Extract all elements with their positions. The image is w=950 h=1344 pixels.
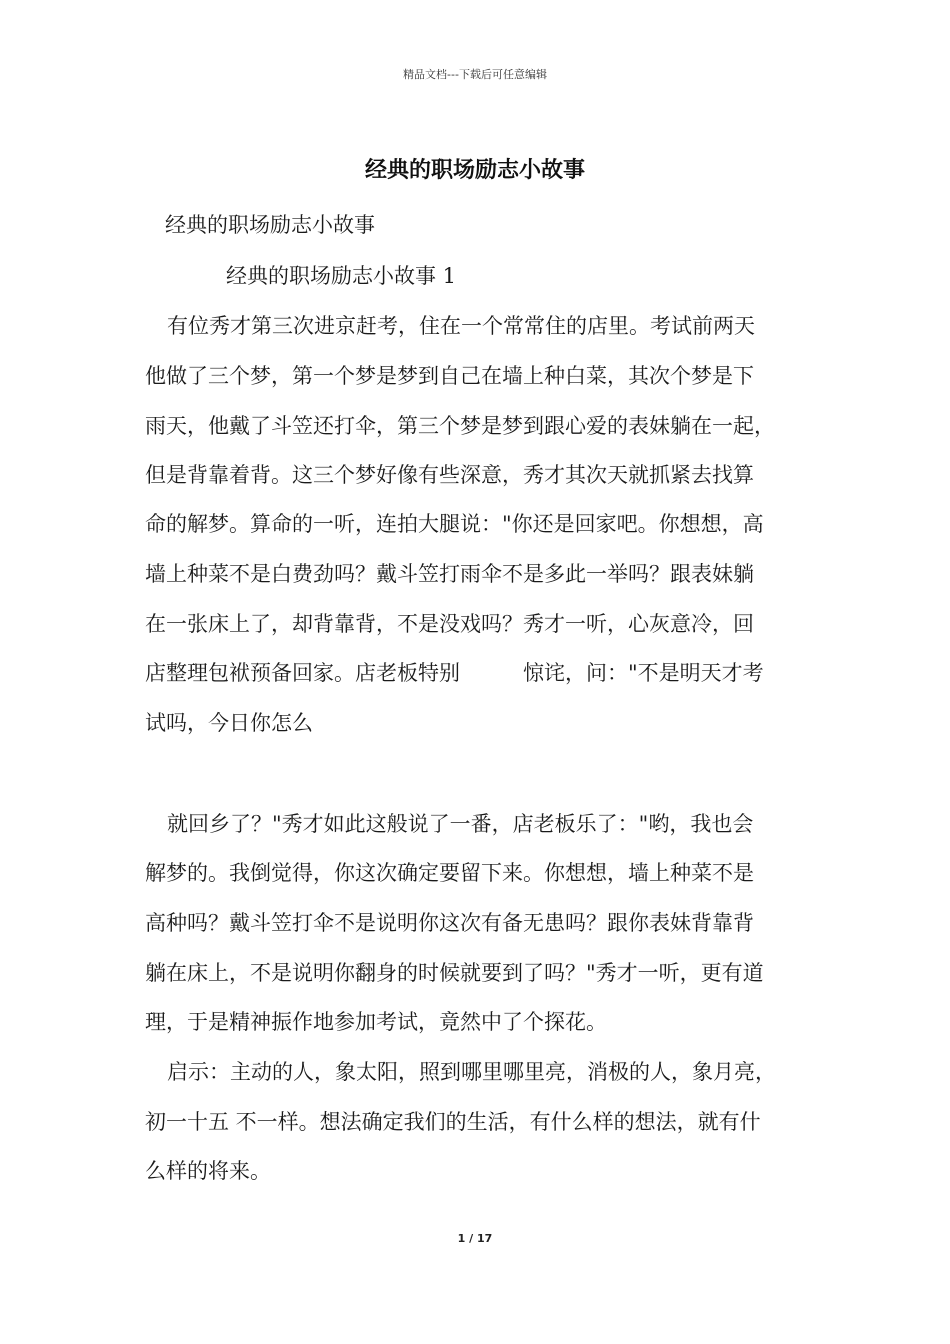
paragraph-line: 解梦的。我倒觉得，你这次确定要留下来。你想想，墙上种菜不是 [145,861,754,885]
paragraph-line: 就回乡了？"秀才如此这般说了一番，店老板乐了："哟，我也会 [167,812,754,836]
section-heading: 经典的职场励志小故事 1 [226,264,457,288]
paragraph-line: 雨天，他戴了斗笠还打伞，第三个梦是梦到跟心爱的表妹躺在一起， [145,414,775,438]
paragraph-line: 么样的将来。 [145,1159,271,1183]
paragraph-line: 初一十五 不一样。想法确定我们的生活，有什么样的想法，就有什 [145,1110,761,1134]
subtitle: 经典的职场励志小故事 [165,213,375,237]
paragraph-line: 有位秀才第三次进京赶考，住在一个常常住的店里。考试前两天 [167,314,755,338]
paragraph-line: 在一张床上了，却背靠背，不是没戏吗？秀才一听，心灰意冷，回 [145,612,754,636]
paragraph-line: 启示：主动的人，象太阳，照到哪里哪里亮，消极的人，象月亮， [167,1060,776,1084]
paragraph-line: 他做了三个梦，第一个梦是梦到自己在墙上种白菜，其次个梦是下 [145,364,754,388]
paragraph-line: 墙上种菜不是白费劲吗？戴斗笠打雨伞不是多此一举吗？跟表妹躺 [145,562,754,586]
paragraph-line: 命的解梦。算命的一听，连拍大腿说："你还是回家吧。你想想，高 [145,512,764,536]
paragraph-line: 高种吗？戴斗笠打伞不是说明你这次有备无患吗？跟你表妹背靠背 [145,911,754,935]
page-header: 精品文档---下载后可任意编辑 [403,68,547,81]
paragraph-line: 店整理包袱预备回家。店老板特别 惊诧，问："不是明天才考 [145,661,764,685]
page-number: 1 / 17 [457,1232,493,1245]
document-title: 经典的职场励志小故事 [364,158,585,183]
paragraph-line: 但是背靠着背。这三个梦好像有些深意，秀才其次天就抓紧去找算 [145,463,754,487]
paragraph-line: 躺在床上，不是说明你翻身的时候就要到了吗？"秀才一听，更有道 [145,961,764,985]
paragraph-line: 试吗，今日你怎么 [145,711,313,735]
paragraph-line: 理，于是精神振作地参加考试，竟然中了个探花。 [145,1010,607,1034]
